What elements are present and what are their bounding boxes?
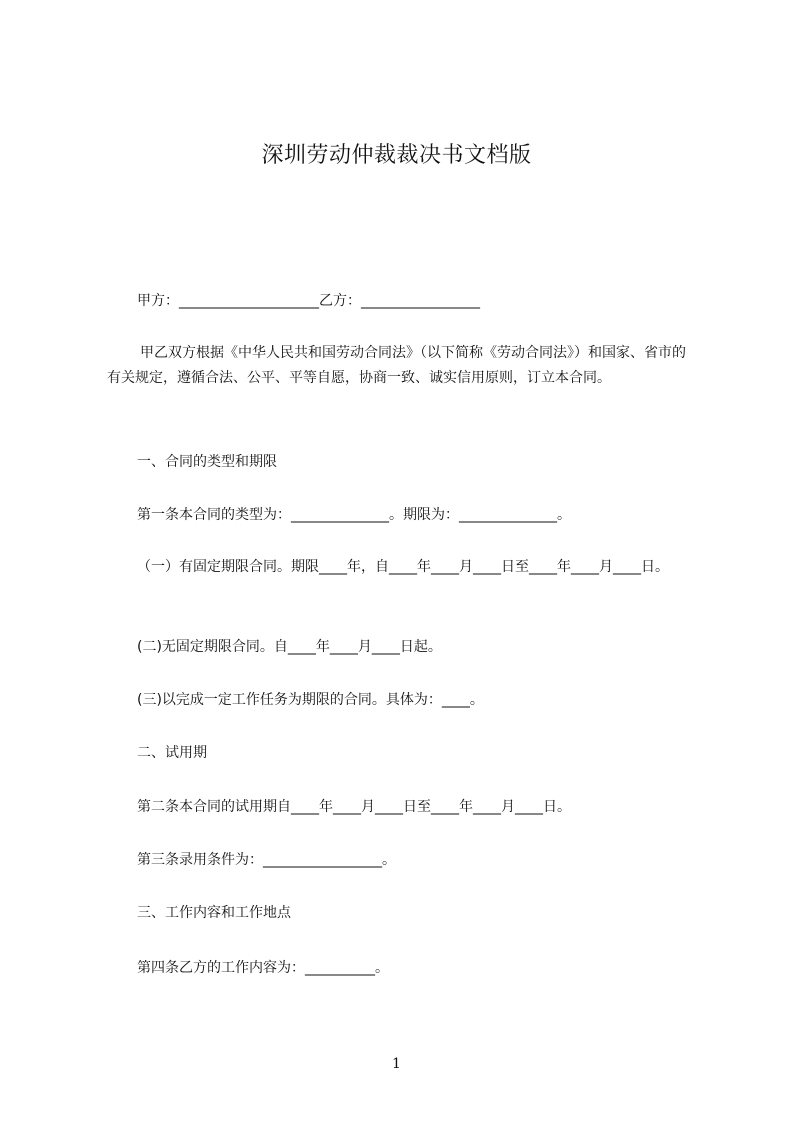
article-1: 第一条本合同的类型为：______________。期限为：______________。 bbox=[137, 507, 571, 523]
section-heading-probation: 二、试用期 bbox=[137, 745, 207, 761]
parties-line: 甲方：____________________乙方：_________________ bbox=[137, 293, 480, 309]
document-title: 深圳劳动仲裁裁决书文档版 bbox=[261, 143, 532, 168]
intro-paragraph: 甲乙双方根据《中华人民共和国劳动合同法》（以下简称《劳动合同法》）和国家、省市的有关规定，遵循合法、公平、平等自愿，协商一致、诚实信用原则，订立本合同。 bbox=[107, 345, 686, 386]
clause-task-term: (三)以完成一定工作任务为期限的合同。具体为：____。 bbox=[137, 692, 484, 708]
section-heading-work-content: 三、工作内容和工作地点 bbox=[137, 905, 291, 921]
page-number: 1 bbox=[392, 1056, 401, 1072]
article-2: 第二条本合同的试用期自____年____月____日至____年____月____日。 bbox=[137, 799, 571, 815]
clause-open-term: (二)无固定期限合同。自____年____月____日起。 bbox=[137, 639, 442, 655]
clause-fixed-term: （一）有固定期限合同。期限____年，自____年____月____日至____年____月____日。 bbox=[137, 559, 669, 575]
section-heading-contract-type: 一、合同的类型和期限 bbox=[137, 454, 277, 470]
article-4: 第四条乙方的工作内容为：__________。 bbox=[137, 960, 389, 976]
article-3: 第三条录用条件为：_________________。 bbox=[137, 852, 396, 868]
